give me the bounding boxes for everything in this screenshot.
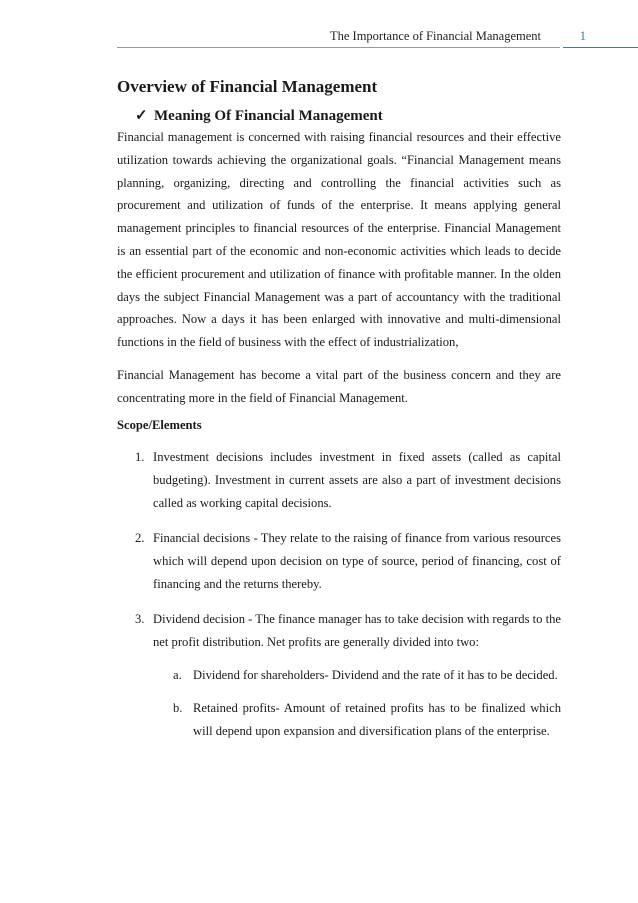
sublist-marker: b. xyxy=(173,700,183,715)
paragraph-meaning: Financial management is concerned with raising financial resources and their effective utilization towards achieving the organizational goals. “Financial Management means planning, organizing, directing and controlling the financial activities such as procurement and utilization of funds of the enterprise. It means applying general management principles to financial resources of the enterprise. Financial Management is an essential part of the economic and non-economic activities which leads to decide the efficient procurement and utilization of finance with profitable manner. In the olden days the subject Financial Management was a part of accountancy with the traditional approaches. Now a days it has been enlarged with innovative and multi-dimensional functions in the field of business with the effect of industrialization, xyxy=(117,130,561,350)
list-item xyxy=(117,446,561,515)
scope-heading: Scope/Elements xyxy=(117,417,202,432)
page-header xyxy=(0,27,638,49)
sublist-item xyxy=(153,697,561,743)
sublist-item xyxy=(153,664,561,687)
list-marker: 3. xyxy=(135,611,145,626)
list-item xyxy=(117,527,561,596)
page-number: 1 xyxy=(579,29,586,43)
list-marker: 2. xyxy=(135,530,145,545)
checkmark-icon: ✓ xyxy=(135,108,148,124)
scope-list xyxy=(117,446,561,743)
header-title: The Importance of Financial Management xyxy=(329,29,541,43)
section-heading: Overview of Financial Management xyxy=(117,77,378,96)
header-divider-accent xyxy=(563,47,638,48)
document-body xyxy=(117,76,561,755)
paragraph-vital-part: Financial Management has become a vital part of the business concern and they are concentrating more in the field of Financial Management. xyxy=(117,367,561,405)
subsection-heading xyxy=(135,106,561,126)
list-marker: 1. xyxy=(135,449,145,464)
subsection-heading-text: Meaning Of Financial Management xyxy=(154,108,383,124)
list-item-text: Dividend decision - The finance manager has to take decision with regards to the net profit distribution. Net profits are generally divided into two: xyxy=(153,611,561,649)
list-item-text: Investment decisions includes investment in fixed assets (called as capital budgeting). Investment in current assets are also a part of investment decisions called as working capital decisions. xyxy=(153,449,561,510)
dividend-sublist xyxy=(153,664,561,743)
list-item-text: Financial decisions - They relate to the raising of finance from various resources which will depend upon decision on type of source, period of financing, cost of financing and the returns thereby. xyxy=(153,530,561,591)
sublist-item-text: Dividend for shareholders- Dividend and the rate of it has to be decided. xyxy=(193,667,558,682)
sublist-item-text: Retained profits- Amount of retained profits has to be finalized which will depend upon expansion and diversification plans of the enterprise. xyxy=(193,700,561,738)
header-divider xyxy=(117,47,560,48)
list-item xyxy=(117,608,561,743)
sublist-marker: a. xyxy=(173,667,182,682)
